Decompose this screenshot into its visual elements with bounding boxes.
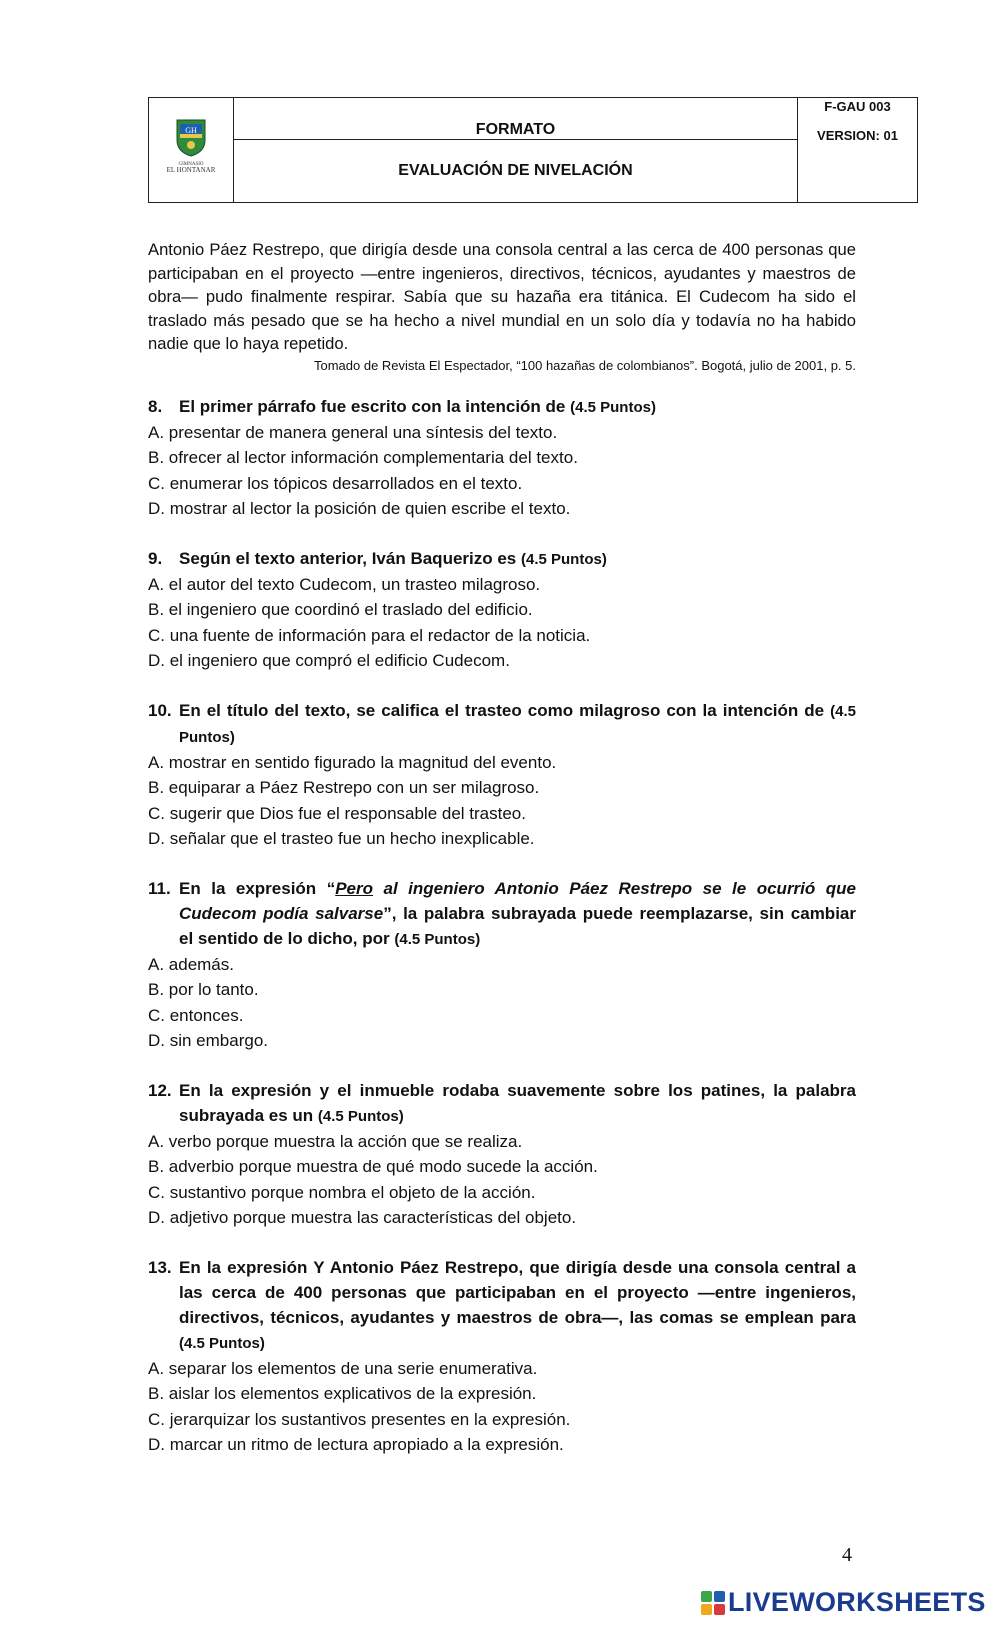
question-13 <box>148 1255 856 1458</box>
option-b[interactable]: B. adverbio porque muestra de qué modo sucede la acción. <box>148 1157 598 1177</box>
option-a[interactable]: A. además. <box>148 954 234 974</box>
school-crest-icon <box>163 118 219 176</box>
worksheet-content <box>148 238 856 1458</box>
svg-text:EL HONTANAR: EL HONTANAR <box>166 166 216 174</box>
answer-options <box>148 750 856 852</box>
liveworksheets-icon <box>700 1590 726 1616</box>
document-version: VERSION: 01 <box>817 128 898 143</box>
question-stem <box>148 394 856 420</box>
question-12 <box>148 1078 856 1231</box>
question-text-before: En la expresión “ <box>179 878 336 898</box>
header-title: FORMATO <box>234 98 797 140</box>
option-a[interactable]: A. verbo porque muestra la acción que se realiza. <box>148 1131 523 1151</box>
header-meta-cell <box>798 98 917 202</box>
header-subtitle: EVALUACIÓN DE NIVELACIÓN <box>398 162 633 179</box>
option-d[interactable]: D. el ingeniero que compró el edificio Cudecom. <box>148 651 510 671</box>
option-b[interactable]: B. aislar los elementos explicativos de la expresión. <box>148 1384 537 1404</box>
option-a[interactable]: A. el autor del texto Cudecom, un trasteo milagroso. <box>148 574 541 594</box>
question-text: En la expresión Y Antonio Páez Restrepo, que dirigía desde una consola central a las cerca de 400 personas que participaban en el proyecto —entre ingenieros, directivos, técnicos, ayudantes y maestros de obra—, las comas se emplean para <box>179 1257 856 1327</box>
liveworksheets-logo[interactable] <box>700 1587 986 1618</box>
question-9 <box>148 546 856 674</box>
option-c[interactable]: C. entonces. <box>148 1005 244 1025</box>
option-c[interactable]: C. jerarquizar los sustantivos presentes en la expresión. <box>148 1409 571 1429</box>
question-number: 11. <box>148 878 171 898</box>
reading-passage: Antonio Páez Restrepo, que dirigía desde una consola central a las cerca de 400 personas que participaban en el proyecto —entre ingenieros, directivos, técnicos, ayudantes y maestros de obra— pudo finalmente respirar. Sabía que su hazaña era titánica. El Cudecom ha sido el traslado más pesado que se ha hecho a nivel mundial en un solo día y todavía no ha habido nadie que lo haya repetido. <box>148 240 856 354</box>
header-title-cell <box>234 98 798 202</box>
option-b[interactable]: B. ofrecer al lector información complementaria del texto. <box>148 448 578 468</box>
svg-text:GIMNASIO: GIMNASIO <box>178 162 204 167</box>
question-stem <box>148 1255 856 1356</box>
italic-quote: al ingeniero Antonio Páez Restrepo se le ocurrió que Cudecom podía salvarse <box>179 878 856 923</box>
answer-options <box>148 1356 856 1458</box>
brand-name: LIVEWORKSHEETS <box>728 1587 986 1617</box>
question-points: (4.5 Puntos) <box>179 1334 265 1352</box>
question-points: (4.5 Puntos) <box>521 550 607 568</box>
question-stem <box>148 876 856 952</box>
option-c[interactable]: C. sustantivo porque nombra el objeto de la acción. <box>148 1182 536 1202</box>
question-points: (4.5 Puntos) <box>570 398 656 416</box>
answer-options <box>148 1129 856 1231</box>
option-d[interactable]: D. adjetivo porque muestra las características del objeto. <box>148 1208 577 1228</box>
question-text: Según el texto anterior, Iván Baquerizo es <box>179 548 517 568</box>
option-d[interactable]: D. marcar un ritmo de lectura apropiado a la expresión. <box>148 1435 564 1455</box>
question-points: (4.5 Puntos) <box>317 1107 404 1125</box>
answer-options <box>148 952 856 1054</box>
option-d[interactable]: D. mostrar al lector la posición de quien escribe el texto. <box>148 499 571 519</box>
option-a[interactable]: A. presentar de manera general una síntesis del texto. <box>148 422 558 442</box>
question-points: (4.5 Puntos) <box>394 930 481 948</box>
question-number: 9. <box>148 548 163 568</box>
option-b[interactable]: B. por lo tanto. <box>148 980 259 1000</box>
question-number: 8. <box>148 396 163 416</box>
option-a[interactable]: A. mostrar en sentido figurado la magnitud del evento. <box>148 752 557 772</box>
question-points: (4.5 Puntos) <box>179 702 856 746</box>
question-text: En la expresión y el inmueble rodaba suavemente sobre los patines, la palabra subrayada es un <box>179 1080 856 1125</box>
question-text: El primer párrafo fue escrito con la intención de <box>179 396 566 416</box>
option-c[interactable]: C. enumerar los tópicos desarrollados en el texto. <box>148 473 523 493</box>
answer-options <box>148 420 856 522</box>
option-a[interactable]: A. separar los elementos de una serie enumerativa. <box>148 1358 538 1378</box>
question-number: 13. <box>148 1257 172 1277</box>
answer-options <box>148 572 856 674</box>
question-number: 12. <box>148 1080 172 1100</box>
option-d[interactable]: D. sin embargo. <box>148 1031 268 1051</box>
question-stem <box>148 546 856 572</box>
option-d[interactable]: D. señalar que el trasteo fue un hecho inexplicable. <box>148 829 535 849</box>
logo-cell <box>149 98 234 202</box>
underlined-word: Pero <box>335 878 373 898</box>
passage-source: Tomado de Revista El Espectador, “100 hazañas de colombianos”. Bogotá, julio de 2001, p. 5. <box>313 357 856 373</box>
page-number: 4 <box>842 1544 852 1566</box>
question-number: 10. <box>148 700 172 720</box>
svg-text:GH: GH <box>185 126 197 135</box>
document-header <box>148 97 918 203</box>
option-c[interactable]: C. sugerir que Dios fue el responsable del trasteo. <box>148 803 526 823</box>
question-10 <box>148 698 856 852</box>
question-8 <box>148 394 856 522</box>
option-b[interactable]: B. el ingeniero que coordinó el traslado del edificio. <box>148 600 533 620</box>
question-stem <box>148 1078 856 1129</box>
option-c[interactable]: C. una fuente de información para el redactor de la noticia. <box>148 625 591 645</box>
question-text: En el título del texto, se califica el trasteo como milagroso con la intención de <box>179 700 825 720</box>
question-text-after: ”, la palabra subrayada puede reemplazarse, sin cambiar el sentido de lo dicho, por <box>179 903 856 948</box>
question-11 <box>148 876 856 1054</box>
question-stem <box>148 698 856 750</box>
option-b[interactable]: B. equiparar a Páez Restrepo con un ser milagroso. <box>148 778 540 798</box>
document-code: F-GAU 003 <box>824 99 891 114</box>
